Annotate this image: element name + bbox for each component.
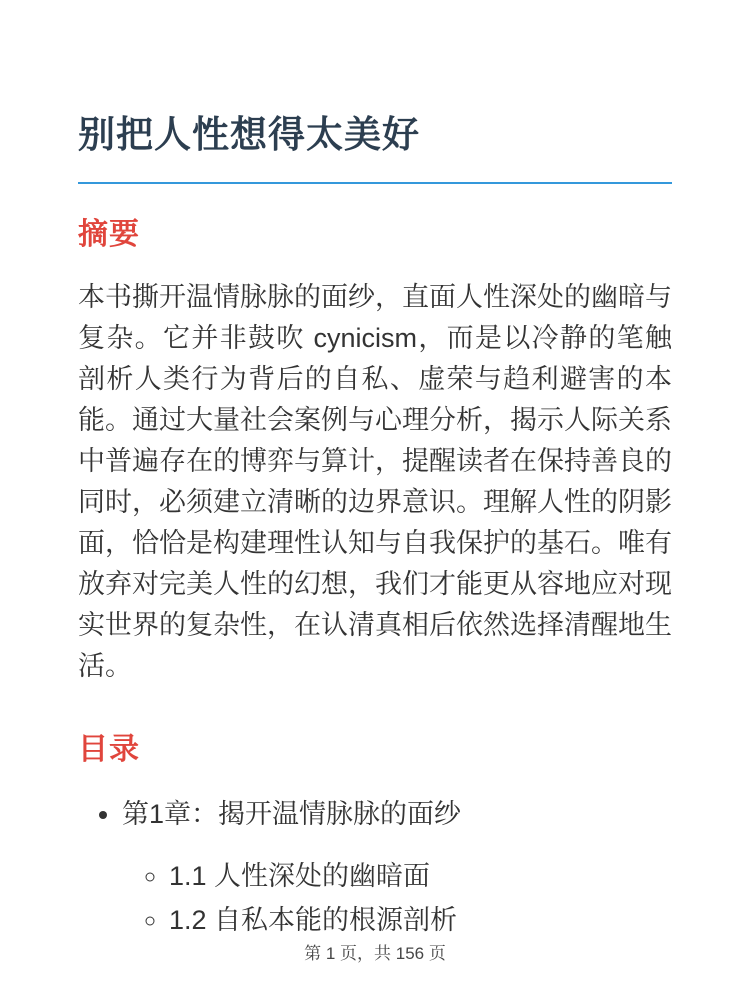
toc-sublist	[122, 855, 672, 942]
page-title: 别把人性想得太美好	[78, 114, 420, 155]
toc-heading: 目录	[78, 732, 140, 766]
toc-chapter-item	[122, 794, 672, 942]
title-divider	[78, 182, 672, 184]
toc-section-item: ◦ 1.1 人性深处的幽暗面	[169, 855, 672, 898]
toc-section-item: ◦ 1.2 自私本能的根源剖析	[169, 899, 672, 942]
abstract-heading: 摘要	[78, 217, 140, 251]
abstract-paragraph: 本书撕开温情脉脉的面纱，直面人性深处的幽暗与复杂。它并非鼓吹 cynicism，而是以冷静的笔触剖析人类行为背后的自私、虚荣与趋利避害的本能。通过大量社会案例与心理分析，揭示人际关系中普遍存在的博弈与算计，提醒读者在保持善良的同时，必须建立清晰的边界意识。理解人性的阴影面，恰恰是构建理性认知与自我保护的基石。唯有放弃对完美人性的幻想，我们才能更从容地应对现实世界的复杂性，在认清真相后依然选择清醒地生活。	[78, 281, 672, 681]
toc-chapter-label: 第1章：揭开温情脉脉的面纱	[122, 798, 462, 829]
page-footer: 第 1 页，共 156 页	[304, 944, 446, 963]
toc-list	[78, 794, 672, 942]
